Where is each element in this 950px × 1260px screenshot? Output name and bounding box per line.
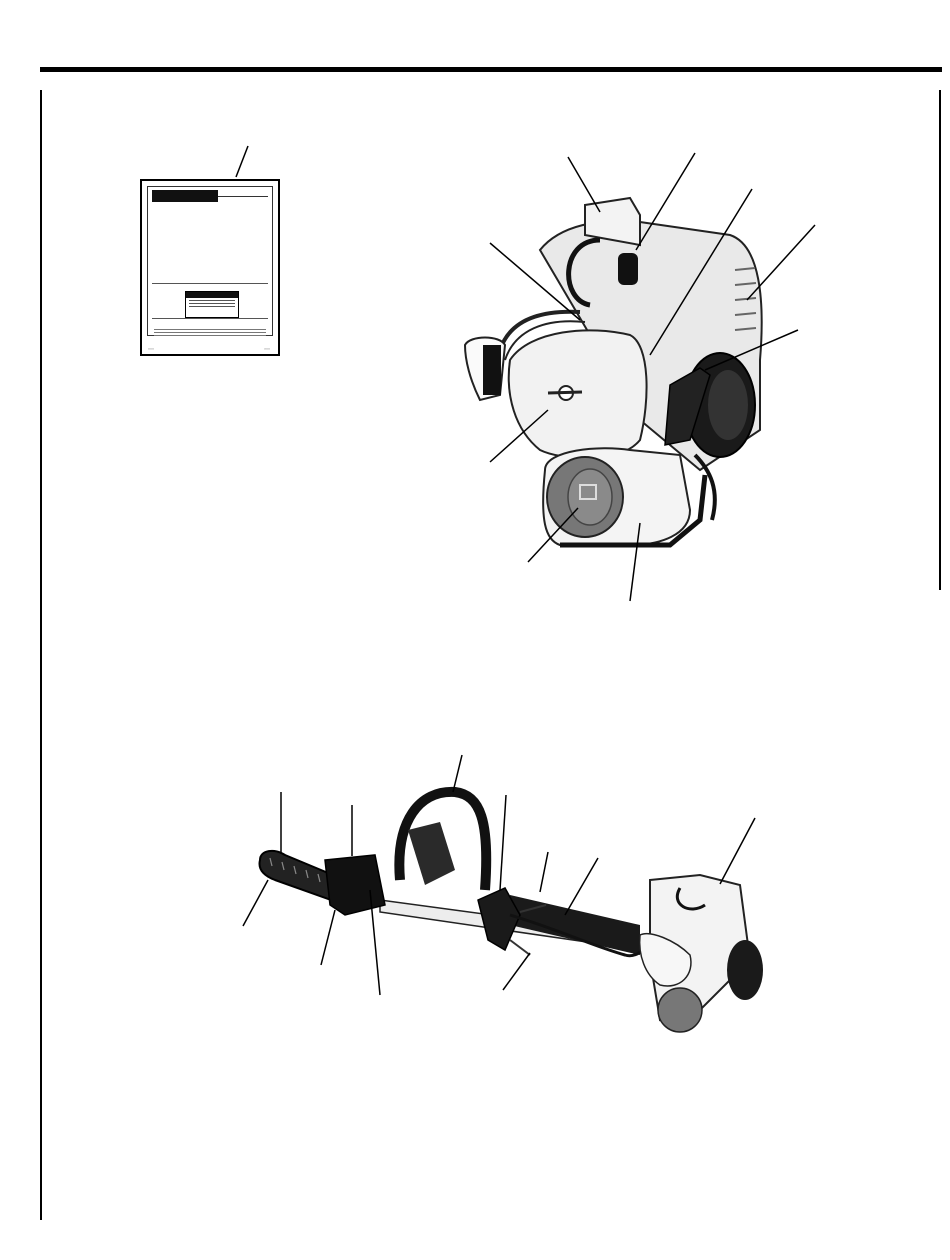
operator-manual-cover: ××× ××× <box>140 179 280 356</box>
engine-illustration <box>465 198 762 545</box>
spark-plug-icon <box>618 253 638 285</box>
callout-line <box>236 146 248 177</box>
